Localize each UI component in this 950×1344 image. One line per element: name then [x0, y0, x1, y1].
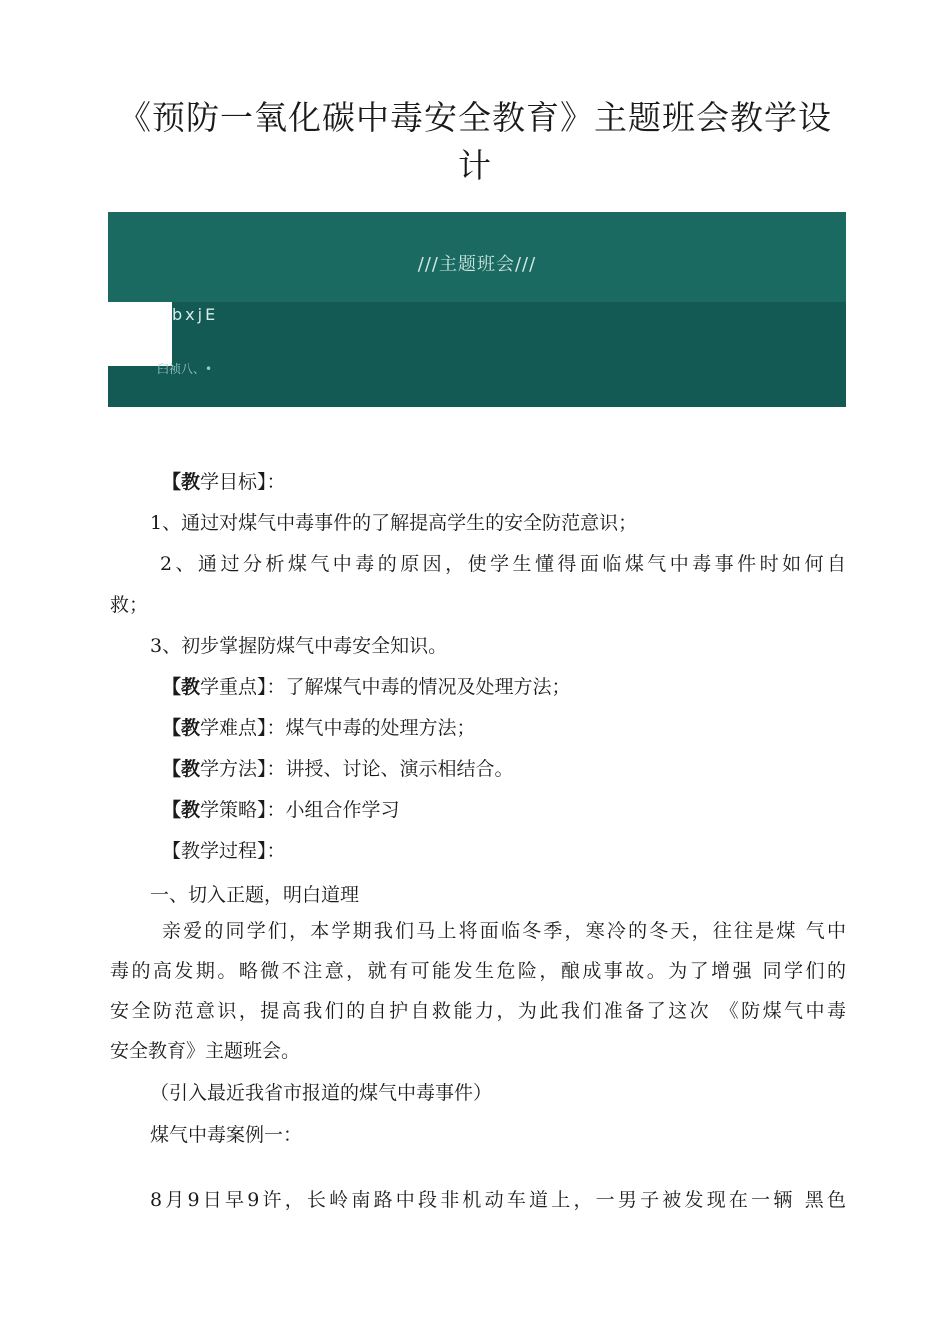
teaching-method: 【教学方法】：讲授、讨论、演示相结合。 — [162, 758, 514, 780]
objectives-label: 【教学目标】： — [162, 471, 286, 493]
paragraph-line-3: 安全防范意识，提高我们的自护自救能力，为此我们准备了这次 《防煤气中毒 — [110, 1000, 846, 1022]
section-heading: 一、切入正题，明白道理 — [150, 884, 360, 906]
banner-code: bxjE — [172, 305, 219, 324]
teaching-strategy: 【教学策略】：小组合作学习 — [162, 799, 400, 821]
key-point: 【教学重点】：了解煤气中毒的情况及处理方法； — [162, 676, 571, 698]
objective-item-2-continued: 救； — [110, 594, 149, 616]
document-title — [100, 94, 850, 190]
process-label: 【教学过程】： — [162, 840, 286, 862]
objective-item-3: 3、初步掌握防煤气中毒安全知识。 — [150, 635, 448, 657]
title-line-1: 《预防一氧化碳中毒安全教育》主题班会教学设 — [118, 98, 832, 137]
case-heading: 煤气中毒案例一： — [150, 1124, 303, 1146]
objective-item-1: 1、通过对煤气中毒事件的了解提高学生的安全防范意识； — [150, 512, 638, 534]
objective-item-2: 2、通过分析煤气中毒的原因，使学生懂得面临煤气中毒事件时如何自 — [160, 553, 846, 575]
paragraph-line-4: 安全教育》主题班会。 — [110, 1040, 301, 1062]
title-line-2: 计 — [458, 146, 492, 185]
banner-heading: ///主题班会/// — [417, 254, 537, 275]
difficulty: 【教学难点】：煤气中毒的处理方法； — [162, 717, 476, 739]
note-text: （引入最近我省市报道的煤气中毒事件） — [150, 1082, 493, 1104]
banner-notch — [108, 302, 172, 366]
paragraph-line-2: 毒的高发期。略微不注意，就有可能发生危险，酿成事故。为了增强 同学们的 — [110, 960, 846, 982]
theme-banner — [108, 212, 846, 407]
paragraph-line-1: 亲爱的同学们，本学期我们马上将面临冬季，寒冷的冬天，往往是煤 气中 — [162, 920, 846, 942]
banner-subtext: 臼祯八、• — [157, 362, 213, 376]
case-text: 8月9日早9许，长岭南路中段非机动车道上，一男子被发现在一辆 黑色 — [150, 1189, 846, 1211]
